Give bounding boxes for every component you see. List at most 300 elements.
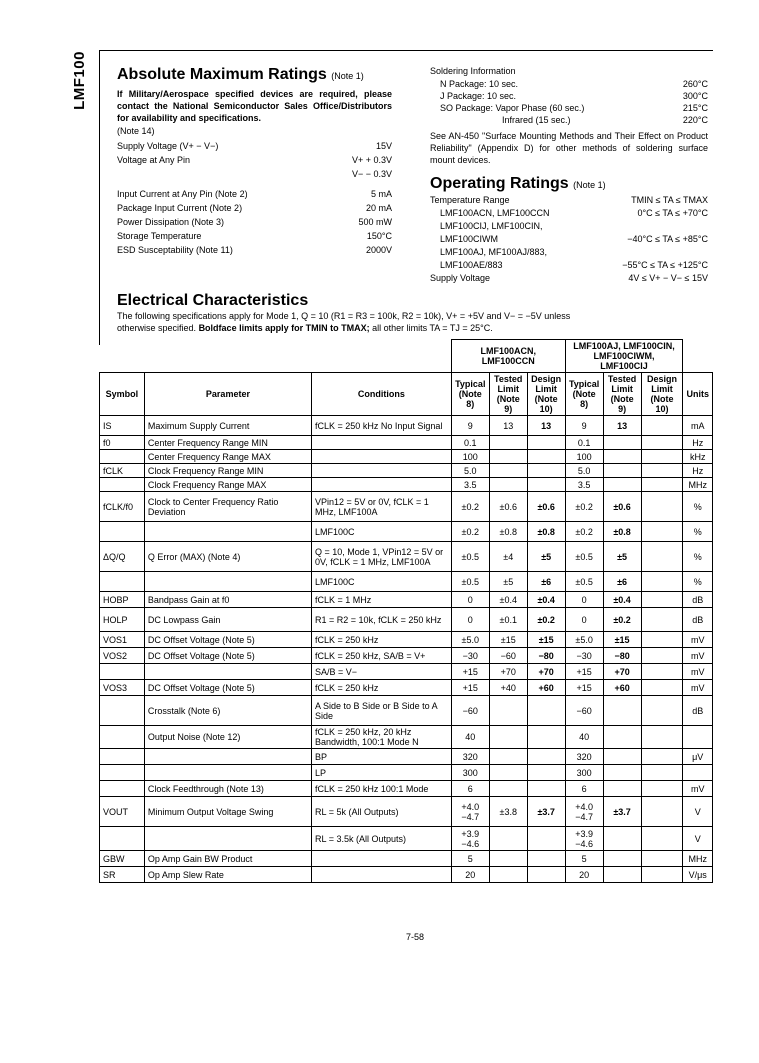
table-cell: −60 (565, 696, 603, 726)
elec-line2: otherwise specified. Boldface limits apply for TMIN to TMAX; all other limits TA = TJ = 25°C. (117, 323, 493, 333)
table-cell: 5.0 (451, 464, 489, 478)
table-cell (527, 696, 565, 726)
table-cell (641, 608, 683, 632)
table-cell: ±5.0 (565, 632, 603, 648)
table-cell: ±15 (489, 632, 527, 648)
table-row (100, 797, 713, 827)
table-cell (641, 522, 683, 542)
table-cell: Output Noise (Note 12) (144, 726, 311, 749)
table-cell (144, 827, 311, 851)
col-typical-1: Typical (Note 8) (451, 373, 489, 416)
table-cell: VOS3 (100, 680, 145, 696)
table-cell: Q = 10, Mode 1, VPin12 = 5V or 0V, fCLK = 1 MHz, LMF100A (312, 542, 452, 572)
table-row (100, 492, 713, 522)
table-cell: 0.1 (451, 436, 489, 450)
table-cell (603, 478, 641, 492)
col-tested-2: Tested Limit (Note 9) (603, 373, 641, 416)
table-cell: dB (683, 608, 713, 632)
table-cell (100, 749, 145, 765)
table-cell: 0 (451, 608, 489, 632)
table-cell (641, 492, 683, 522)
table-cell: LMF100C (312, 522, 452, 542)
table-cell: fCLK = 1 MHz (312, 592, 452, 608)
table-cell: ±0.5 (451, 542, 489, 572)
table-cell: ±3.8 (489, 797, 527, 827)
table-cell (312, 851, 452, 867)
table-cell (527, 464, 565, 478)
table-cell: ΔQ/Q (100, 542, 145, 572)
table-row (100, 765, 713, 781)
table-cell (603, 436, 641, 450)
table-cell: ±3.7 (527, 797, 565, 827)
op-item: LMF100ACN, LMF100CCN 0°C ≤ TA ≤ +70°C (440, 208, 708, 218)
table-cell (144, 765, 311, 781)
table-cell: ±0.1 (489, 608, 527, 632)
abs-max-list (117, 140, 392, 258)
table-row (100, 450, 713, 464)
table-cell: ±0.8 (603, 522, 641, 542)
table-cell (641, 765, 683, 781)
table-cell (100, 696, 145, 726)
table-cell: mV (683, 781, 713, 797)
table-cell (603, 450, 641, 464)
table-cell: SA/B = V− (312, 664, 452, 680)
table-cell: 320 (565, 749, 603, 765)
table-body (100, 416, 713, 883)
abs-max-item: Voltage at Any Pin V+ + 0.3V (117, 155, 392, 165)
table-row (100, 867, 713, 883)
table-cell: V/μs (683, 867, 713, 883)
table-cell: Clock to Center Frequency Ratio Deviation (144, 492, 311, 522)
soldering-title: Soldering Information (430, 66, 516, 76)
table-cell (527, 450, 565, 464)
table-cell: DC Lowpass Gain (144, 608, 311, 632)
table-cell: ±0.5 (565, 542, 603, 572)
table-cell: 13 (603, 416, 641, 436)
table-cell: Clock Feedthrough (Note 13) (144, 781, 311, 797)
table-cell: 100 (451, 450, 489, 464)
table-cell: 320 (451, 749, 489, 765)
table-cell (641, 464, 683, 478)
table-cell (100, 572, 145, 592)
table-cell (641, 542, 683, 572)
table-cell: −30 (451, 648, 489, 664)
table-cell: +15 (451, 664, 489, 680)
table-cell (312, 478, 452, 492)
op-item: LMF100AJ, MF100AJ/883, (440, 247, 548, 257)
elec-heading: Electrical Characteristics (117, 292, 309, 309)
abs-max-item: Package Input Current (Note 2) 20 mA (117, 203, 392, 213)
table-row (100, 416, 713, 436)
table-cell: VOUT (100, 797, 145, 827)
col-design-1: Design Limit (Note 10) (527, 373, 565, 416)
table-cell: ±0.5 (565, 572, 603, 592)
table-cell: 0 (565, 608, 603, 632)
table-cell (641, 450, 683, 464)
table-cell: Center Frequency Range MIN (144, 436, 311, 450)
table-cell: +70 (527, 664, 565, 680)
table-cell: fCLK = 250 kHz, SA/B = V+ (312, 648, 452, 664)
abs-max-item: V− − 0.3V (351, 169, 392, 179)
table-cell: Op Amp Slew Rate (144, 867, 311, 883)
table-cell: 13 (527, 416, 565, 436)
table-cell: Op Amp Gain BW Product (144, 851, 311, 867)
table-cell: BP (312, 749, 452, 765)
soldering-note: See AN-450 "Surface Mounting Methods and Their Effect on Product Reliability" (Appendix D) for other methods of soldering surface mount devices. (430, 131, 708, 165)
table-cell: ±0.6 (603, 492, 641, 522)
table-cell: 0.1 (565, 436, 603, 450)
table-cell (489, 436, 527, 450)
table-cell: +60 (527, 680, 565, 696)
table-cell: +15 (565, 680, 603, 696)
abs-max-heading: Absolute Maximum Ratings (Note 1) (117, 66, 364, 83)
table-cell: ±0.2 (565, 492, 603, 522)
table-cell: ±0.8 (527, 522, 565, 542)
table-cell (527, 781, 565, 797)
table-cell (641, 592, 683, 608)
table-cell (144, 664, 311, 680)
table-cell (641, 867, 683, 883)
table-cell (144, 749, 311, 765)
table-cell: −60 (489, 648, 527, 664)
table-cell: LP (312, 765, 452, 781)
table-cell (100, 827, 145, 851)
table-cell: ±0.2 (565, 522, 603, 542)
table-cell: ±0.2 (527, 608, 565, 632)
soldering-item: Infrared (15 sec.) 220°C (502, 115, 708, 125)
table-cell: +70 (489, 664, 527, 680)
op-temp-row: Temperature Range TMIN ≤ TA ≤ TMAX (430, 195, 708, 205)
table-cell: VPin12 = 5V or 0V, fCLK = 1 MHz, LMF100A (312, 492, 452, 522)
table-row (100, 572, 713, 592)
col-typical-2: Typical (Note 8) (565, 373, 603, 416)
table-cell: ±6 (527, 572, 565, 592)
table-cell: DC Offset Voltage (Note 5) (144, 680, 311, 696)
table-cell: ±4 (489, 542, 527, 572)
abs-max-item: Storage Temperature 150°C (117, 231, 392, 241)
table-cell (527, 726, 565, 749)
abs-max-item: ESD Susceptability (Note 11) 2000V (117, 245, 392, 255)
table-cell: fCLK = 250 kHz (312, 632, 452, 648)
table-cell: 9 (451, 416, 489, 436)
op-item: LMF100CIWM −40°C ≤ TA ≤ +85°C (440, 234, 708, 244)
table-cell: ±5 (603, 542, 641, 572)
table-cell: fCLK = 250 kHz, 20 kHz Bandwidth, 100:1 Mode N (312, 726, 452, 749)
col-symbol: Symbol (100, 373, 145, 416)
table-cell: MHz (683, 478, 713, 492)
table-cell (603, 464, 641, 478)
table-cell: +3.9 −4.6 (451, 827, 489, 851)
table-cell: R1 = R2 = 10k, fCLK = 250 kHz (312, 608, 452, 632)
table-cell (683, 726, 713, 749)
table-cell: +60 (603, 680, 641, 696)
table-cell: 3.5 (565, 478, 603, 492)
table-cell (527, 436, 565, 450)
table-cell: 5 (565, 851, 603, 867)
table-cell: MHz (683, 851, 713, 867)
table-cell: Maximum Supply Current (144, 416, 311, 436)
table-row (100, 696, 713, 726)
table-cell: ±0.2 (603, 608, 641, 632)
table-row (100, 827, 713, 851)
table-cell: ±15 (527, 632, 565, 648)
table-cell: +15 (565, 664, 603, 680)
col-conditions: Conditions (312, 373, 452, 416)
table-cell: 6 (451, 781, 489, 797)
soldering-item: J Package: 10 sec. 300°C (440, 91, 708, 101)
table-cell: 300 (565, 765, 603, 781)
table-cell: A Side to B Side or B Side to A Side (312, 696, 452, 726)
table-cell: 20 (451, 867, 489, 883)
table-cell (527, 867, 565, 883)
table-cell (603, 765, 641, 781)
table-cell: 9 (565, 416, 603, 436)
table-cell (489, 749, 527, 765)
table-cell: 6 (565, 781, 603, 797)
table-cell: Crosstalk (Note 6) (144, 696, 311, 726)
table-cell: 100 (565, 450, 603, 464)
table-cell: SR (100, 867, 145, 883)
elec-line1: The following specifications apply for Mode 1, Q = 10 (R1 = R3 = 100k, R2 = 10k), V+ = +5V and V− = −5V unless (117, 311, 571, 321)
table-cell: mA (683, 416, 713, 436)
table-row (100, 608, 713, 632)
table-cell: dB (683, 592, 713, 608)
group-header-1: LMF100ACN, LMF100CCN (451, 340, 565, 373)
table-cell (603, 781, 641, 797)
table-cell (641, 797, 683, 827)
table-cell: Hz (683, 464, 713, 478)
table-cell (641, 416, 683, 436)
table-cell: GBW (100, 851, 145, 867)
table-cell: +4.0 −4.7 (565, 797, 603, 827)
table-row (100, 781, 713, 797)
table-cell (312, 464, 452, 478)
table-cell (641, 726, 683, 749)
table-cell (312, 450, 452, 464)
table-cell: +15 (451, 680, 489, 696)
table-cell: Q Error (MAX) (Note 4) (144, 542, 311, 572)
table-cell (603, 726, 641, 749)
table-cell (641, 851, 683, 867)
table-cell: Minimum Output Voltage Swing (144, 797, 311, 827)
table-cell (144, 572, 311, 592)
table-cell (489, 781, 527, 797)
table-cell (489, 478, 527, 492)
table-cell: 3.5 (451, 478, 489, 492)
op-ratings-heading: Operating Ratings (Note 1) (430, 175, 606, 192)
table-cell: ±6 (603, 572, 641, 592)
table-cell: DC Offset Voltage (Note 5) (144, 648, 311, 664)
table-row (100, 592, 713, 608)
table-cell: ±0.4 (527, 592, 565, 608)
abs-max-item: Power Dissipation (Note 3) 500 mW (117, 217, 392, 227)
table-cell (100, 478, 145, 492)
table-cell: dB (683, 696, 713, 726)
table-cell: ±5 (489, 572, 527, 592)
table-cell: f0 (100, 436, 145, 450)
table-cell (100, 664, 145, 680)
col-units: Units (683, 373, 713, 416)
group-header-2: LMF100AJ, LMF100CIN, LMF100CIWM, LMF100CIJ (565, 340, 683, 373)
table-cell: HOLP (100, 608, 145, 632)
table-cell (641, 478, 683, 492)
table-cell: RL = 5k (All Outputs) (312, 797, 452, 827)
side-title: LMF100 (70, 51, 88, 110)
table-row (100, 726, 713, 749)
table-cell: fCLK = 250 kHz (312, 680, 452, 696)
table-row (100, 664, 713, 680)
table-cell: ±15 (603, 632, 641, 648)
table-cell (641, 680, 683, 696)
table-cell: 0 (451, 592, 489, 608)
table-cell: fCLK = 250 kHz No Input Signal (312, 416, 452, 436)
table-cell (527, 478, 565, 492)
table-cell (641, 781, 683, 797)
left-rule (99, 50, 100, 345)
table-cell: mV (683, 648, 713, 664)
table-cell: 5 (451, 851, 489, 867)
table-cell (489, 867, 527, 883)
col-design-2: Design Limit (Note 10) (641, 373, 683, 416)
table-cell (527, 827, 565, 851)
electrical-characteristics-table (99, 339, 713, 883)
table-cell (603, 696, 641, 726)
table-cell: ±0.6 (527, 492, 565, 522)
table-cell: V (683, 797, 713, 827)
table-cell: LMF100C (312, 572, 452, 592)
table-cell: Bandpass Gain at f0 (144, 592, 311, 608)
table-cell (489, 696, 527, 726)
soldering-item: N Package: 10 sec. 260°C (440, 79, 708, 89)
table-cell (641, 827, 683, 851)
table-cell: ±0.4 (603, 592, 641, 608)
table-cell (683, 765, 713, 781)
table-row (100, 542, 713, 572)
table-row (100, 464, 713, 478)
table-cell: fCLK/f0 (100, 492, 145, 522)
table-cell: fCLK = 250 kHz 100:1 Mode (312, 781, 452, 797)
table-row (100, 749, 713, 765)
table-cell (641, 696, 683, 726)
table-cell: mV (683, 664, 713, 680)
table-row (100, 632, 713, 648)
table-cell (489, 827, 527, 851)
table-cell (527, 851, 565, 867)
table-cell: μV (683, 749, 713, 765)
table-cell: % (683, 542, 713, 572)
table-cell (641, 749, 683, 765)
top-rule (99, 50, 713, 51)
table-cell: +40 (489, 680, 527, 696)
soldering-item: SO Package: Vapor Phase (60 sec.) 215°C (440, 103, 708, 113)
table-cell: ±0.2 (451, 492, 489, 522)
op-item: LMF100AE/883 −55°C ≤ TA ≤ +125°C (440, 260, 708, 270)
table-cell: 20 (565, 867, 603, 883)
table-cell (100, 765, 145, 781)
table-cell: % (683, 522, 713, 542)
table-cell (603, 851, 641, 867)
table-cell: Clock Frequency Range MIN (144, 464, 311, 478)
table-cell: Clock Frequency Range MAX (144, 478, 311, 492)
table-cell: ±5.0 (451, 632, 489, 648)
table-cell (527, 765, 565, 781)
table-cell (641, 572, 683, 592)
table-cell: Hz (683, 436, 713, 450)
table-cell: −80 (603, 648, 641, 664)
table-row (100, 478, 713, 492)
table-cell: fCLK (100, 464, 145, 478)
table-cell: ±0.8 (489, 522, 527, 542)
table-cell: 5.0 (565, 464, 603, 478)
table-cell: HOBP (100, 592, 145, 608)
table-cell: −80 (527, 648, 565, 664)
table-cell: ±0.2 (451, 522, 489, 542)
table-cell: −60 (451, 696, 489, 726)
table-cell (489, 851, 527, 867)
abs-max-item: Supply Voltage (V+ − V−) 15V (117, 141, 392, 151)
table-cell: +70 (603, 664, 641, 680)
table-row (100, 436, 713, 450)
table-cell: −30 (565, 648, 603, 664)
table-cell (100, 726, 145, 749)
table-cell: mV (683, 632, 713, 648)
table-cell: 300 (451, 765, 489, 781)
page-number: 7-58 (406, 932, 425, 942)
table-cell: 40 (565, 726, 603, 749)
table-cell (144, 522, 311, 542)
table-cell: % (683, 492, 713, 522)
op-supply-row: Supply Voltage 4V ≤ V+ − V− ≤ 15V (430, 273, 708, 283)
table-cell: +4.0 −4.7 (451, 797, 489, 827)
table-cell (641, 632, 683, 648)
note14: (Note 14) (117, 126, 155, 136)
table-cell (527, 749, 565, 765)
table-cell (489, 726, 527, 749)
table-cell: 40 (451, 726, 489, 749)
table-cell: kHz (683, 450, 713, 464)
table-cell (489, 464, 527, 478)
table-row (100, 851, 713, 867)
table-cell: ±0.6 (489, 492, 527, 522)
abs-max-item: Input Current at Any Pin (Note 2) 5 mA (117, 189, 392, 199)
table-cell (641, 436, 683, 450)
table-cell: ±3.7 (603, 797, 641, 827)
table-cell: 0 (565, 592, 603, 608)
table-cell: ±0.4 (489, 592, 527, 608)
table-cell (100, 522, 145, 542)
table-cell: VOS1 (100, 632, 145, 648)
table-cell: IS (100, 416, 145, 436)
table-cell: +3.9 −4.6 (565, 827, 603, 851)
op-item: LMF100CIJ, LMF100CIN, (440, 221, 543, 231)
table-cell (603, 749, 641, 765)
table-cell (489, 450, 527, 464)
table-cell (100, 781, 145, 797)
table-row (100, 522, 713, 542)
op-ratings-list (430, 194, 708, 285)
table-cell (641, 664, 683, 680)
table-cell (641, 648, 683, 664)
military-text: If Military/Aerospace specified devices are required, please contact the National Semiconductor Sales Office/Distributors for availability and specifications. (117, 89, 392, 123)
table-cell (312, 436, 452, 450)
table-cell: 13 (489, 416, 527, 436)
table-cell: V (683, 827, 713, 851)
table-cell: ±0.5 (451, 572, 489, 592)
table-row (100, 648, 713, 664)
table-cell: Center Frequency Range MAX (144, 450, 311, 464)
table-cell: VOS2 (100, 648, 145, 664)
table-cell (603, 867, 641, 883)
